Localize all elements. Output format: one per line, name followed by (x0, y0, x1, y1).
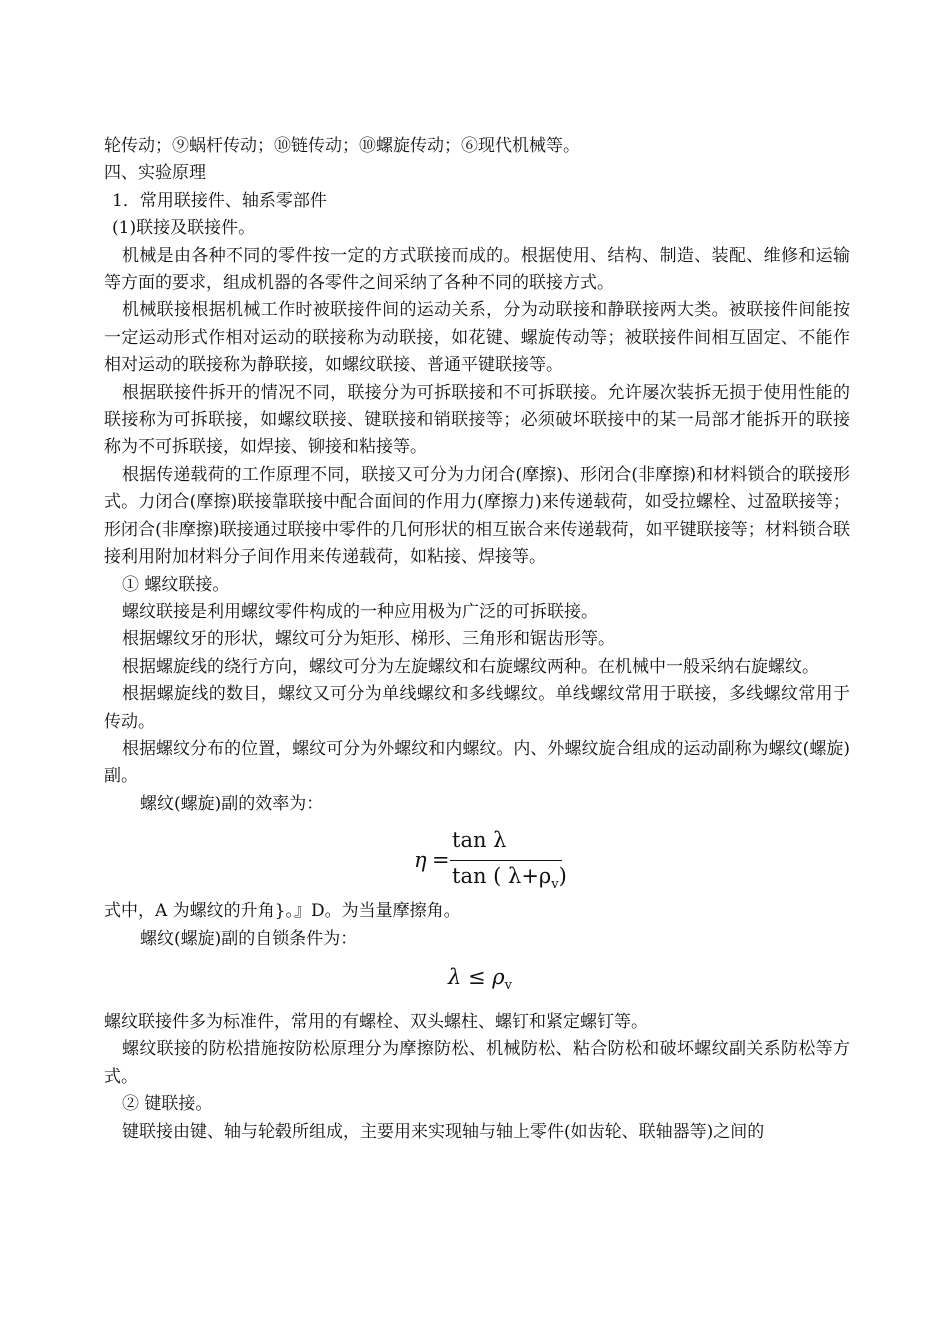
fraction-bar (450, 860, 562, 861)
paragraph: 根据螺旋线的绕行方向，螺纹可分为左旋螺纹和右旋螺纹两种。在机械中一般采纳右旋螺纹。 (122, 656, 819, 677)
section-heading: 四、实验原理 (104, 163, 206, 184)
list-heading: ① 螺纹联接。 (122, 574, 230, 595)
selflock-formula (104, 953, 850, 1009)
formula-numerator: tan λ (452, 828, 507, 853)
list-heading: ② 键联接。 (122, 1094, 213, 1115)
selflock-lhs: λ (448, 964, 462, 989)
document-body (104, 133, 850, 1146)
subsubsection-heading: (1)联接及联接件。 (112, 218, 256, 239)
paragraph: 螺纹(螺旋)副的效率为： (140, 793, 324, 814)
paragraph: 根据传递载荷的工作原理不同，联接又可分为力闭合(摩擦)、形闭合(非摩擦)和材料锁合的联接形式。力闭合(摩擦)联接靠联接中配合面间的作用力(摩擦力)来传递载荷，如受拉螺栓、过盈联接等；形闭合(非摩擦)联接通过联接中零件的几何形状的相互嵌合来传递载荷，如平键联接等；材料锁合联接利用附加材料分子间作用来传递载荷，如粘接、焊接等。 (104, 464, 850, 568)
paragraph: 根据螺纹牙的形状，螺纹可分为矩形、梯形、三角形和锯齿形等。 (122, 629, 615, 650)
denominator-main: tan ( λ+ρ (452, 864, 552, 889)
formula-lhs: η (414, 848, 427, 873)
paragraph: 螺纹联接件多为标准件，常用的有螺栓、双头螺柱、螺钉和紧定螺钉等。 (104, 1011, 648, 1032)
selflock-rhs: ρ (492, 964, 505, 989)
selflock-op: ≤ (468, 964, 486, 989)
paragraph: 螺纹(螺旋)副的自锁条件为： (140, 928, 358, 949)
denominator-subscript: v (551, 877, 559, 893)
formula-denominator (452, 864, 567, 892)
paragraph: 根据螺纹分布的位置，螺纹可分为外螺纹和内螺纹。内、外螺纹旋合组成的运动副称为螺纹(螺旋)副。 (104, 738, 850, 787)
paragraph: 轮传动；⑨蜗杆传动；⑩链传动；⑩螺旋传动；⑥现代机械等。 (104, 136, 580, 156)
paragraph: 根据联接件拆开的情况不同，联接分为可拆联接和不可拆联接。允许屡次装拆无损于使用性能的联接称为可拆联接，如螺纹联接、键联接和销联接等；必须破坏联接中的某一局部才能拆开的联接称为不可拆联接，如焊接、铆接和粘接等。 (104, 382, 850, 458)
subsection-heading: 1．常用联接件、轴系零部件 (112, 190, 327, 211)
paragraph: 键联接由键、轴与轮毂所组成，主要用来实现轴与轴上零件(如齿轮、联轴器等)之间的 (122, 1121, 765, 1142)
paragraph: 机械是由各种不同的零件按一定的方式联接而成的。根据使用、结构、制造、装配、维修和运输等方面的要求，组成机器的各零件之间采纳了各种不同的联接方式。 (104, 245, 850, 294)
paragraph: 螺纹联接的防松措施按防松原理分为摩擦防松、机械防松、粘合防松和破坏螺纹副关系防松等方式。 (104, 1039, 850, 1087)
denominator-close: ) (558, 864, 567, 889)
paragraph: 根据螺旋线的数目，螺纹又可分为单线螺纹和多线螺纹。单线螺纹常用于联接，多线螺纹常用于传动。 (104, 684, 850, 732)
formula-equals: = (432, 848, 450, 873)
paragraph: 螺纹联接是利用螺纹零件构成的一种应用极为广泛的可拆联接。 (122, 601, 598, 622)
selflock-subscript: v (504, 978, 513, 994)
efficiency-formula (104, 818, 850, 898)
paragraph: 式中，A 为螺纹的升角}。』D。为当量摩擦角。 (104, 901, 461, 922)
paragraph: 机械联接根据机械工作时被联接件间的运动关系，分为动联接和静联接两大类。被联接件间能按一定运动形式作相对运动的联接称为动联接，如花键、螺旋传动等；被联接件间相互固定、不能作相对运动的联接称为静联接，如螺纹联接、普通平键联接等。 (104, 300, 850, 376)
